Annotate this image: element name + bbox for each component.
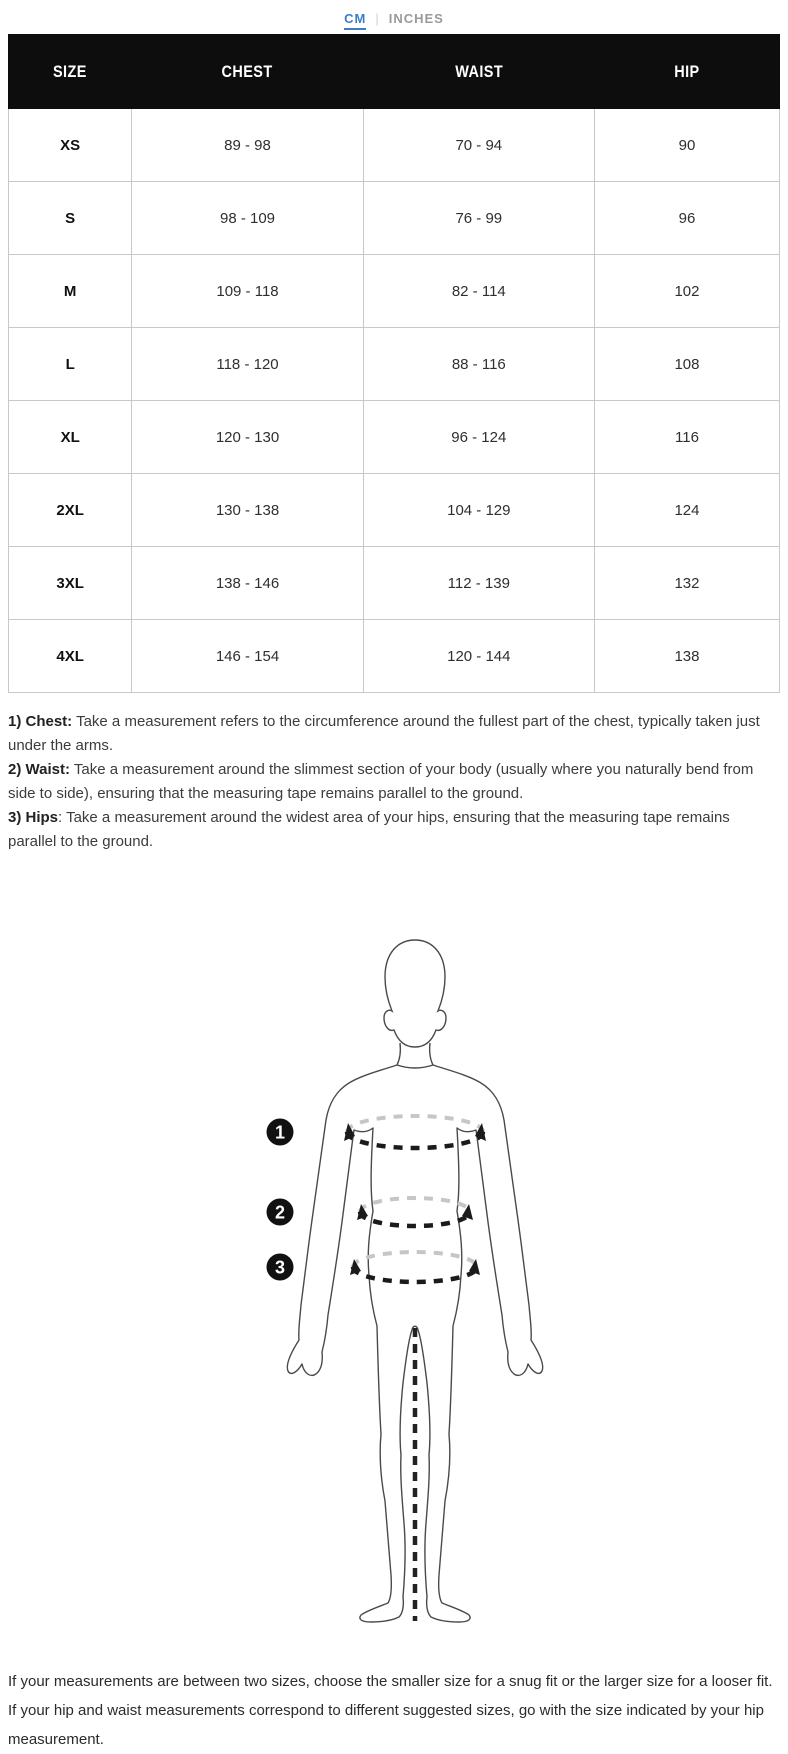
size-cell: 2XL xyxy=(9,474,132,547)
size-cell: S xyxy=(9,182,132,255)
hip-cell: 132 xyxy=(594,547,779,620)
waist-cell: 104 - 129 xyxy=(363,474,594,547)
size-cell: 4XL xyxy=(9,620,132,693)
measurement-notes xyxy=(8,710,780,854)
note-hips-label: 3) Hips xyxy=(8,809,59,826)
col-header-chest: CHEST xyxy=(132,35,363,109)
table-row xyxy=(9,547,780,620)
unit-inches-button[interactable]: INCHES xyxy=(388,11,444,26)
figure-neck-right xyxy=(430,1043,433,1065)
hip-cell: 124 xyxy=(594,474,779,547)
chest-cell: 118 - 120 xyxy=(132,328,363,401)
badge-2 xyxy=(267,1199,294,1226)
waist-cell: 70 - 94 xyxy=(363,109,594,182)
size-cell: M xyxy=(9,255,132,328)
chest-cell: 89 - 98 xyxy=(132,109,363,182)
size-cell: L xyxy=(9,328,132,401)
chest-cell: 109 - 118 xyxy=(132,255,363,328)
unit-toggle xyxy=(0,0,788,26)
hip-cell: 90 xyxy=(594,109,779,182)
svg-text:3: 3 xyxy=(274,1257,286,1278)
note-hips xyxy=(8,806,780,854)
waist-cell: 96 - 124 xyxy=(363,401,594,474)
table-row xyxy=(9,109,780,182)
chest-cell: 130 - 138 xyxy=(132,474,363,547)
size-cell: XS xyxy=(9,109,132,182)
svg-text:2: 2 xyxy=(274,1202,286,1223)
waist-cell: 76 - 99 xyxy=(363,182,594,255)
size-cell: XL xyxy=(9,401,132,474)
badge-1 xyxy=(267,1119,294,1146)
note-waist-label: 2) Waist: xyxy=(8,761,70,778)
note-chest xyxy=(8,710,780,758)
waist-cell: 82 - 114 xyxy=(363,255,594,328)
table-row xyxy=(9,328,780,401)
chest-cell: 98 - 109 xyxy=(132,182,363,255)
hip-cell: 102 xyxy=(594,255,779,328)
size-chart-table xyxy=(8,34,780,693)
note-hips-text: : Take a measurement around the widest area of your hips, ensuring that the measuring tape remains parallel to the ground. xyxy=(8,809,730,850)
hip-cell: 116 xyxy=(594,401,779,474)
note-waist-text: Take a measurement around the slimmest section of your body (usually where you naturally bend from side to side), ensuring that the measuring tape remains parallel to the ground. xyxy=(8,761,754,802)
waist-cell: 88 - 116 xyxy=(363,328,594,401)
body-measurement-diagram xyxy=(230,934,600,1624)
unit-cm-button[interactable]: CM xyxy=(344,11,366,30)
table-row xyxy=(9,401,780,474)
badge-3 xyxy=(267,1254,294,1281)
svg-text:1: 1 xyxy=(274,1122,286,1143)
table-row xyxy=(9,620,780,693)
col-header-hip: HIP xyxy=(594,35,779,109)
waist-cell: 112 - 139 xyxy=(363,547,594,620)
note-chest-label: 1) Chest: xyxy=(8,713,73,730)
chest-cell: 146 - 154 xyxy=(132,620,363,693)
hip-cell: 138 xyxy=(594,620,779,693)
fit-advice-note: If your measurements are between two sizes, choose the smaller size for a snug fit or the larger size for a looser fit. If your hip and waist measurements correspond to different suggested sizes, go with the size indicated by your hip measurement. xyxy=(8,1673,773,1748)
figure-head xyxy=(384,940,446,1047)
hip-cell: 108 xyxy=(594,328,779,401)
note-waist xyxy=(8,758,780,806)
table-row xyxy=(9,255,780,328)
col-header-waist: WAIST xyxy=(363,35,594,109)
table-row xyxy=(9,474,780,547)
note-chest-text: Take a measurement refers to the circumference around the fullest part of the chest, typically taken just under the arms. xyxy=(8,713,760,754)
chest-cell: 120 - 130 xyxy=(132,401,363,474)
toggle-separator: | xyxy=(375,11,380,26)
table-row xyxy=(9,182,780,255)
waist-cell: 120 - 144 xyxy=(363,620,594,693)
figure-neck-left xyxy=(397,1043,400,1065)
chest-cell: 138 - 146 xyxy=(132,547,363,620)
table-header-row xyxy=(9,35,780,109)
hip-cell: 96 xyxy=(594,182,779,255)
size-cell: 3XL xyxy=(9,547,132,620)
col-header-size: SIZE xyxy=(9,35,132,109)
